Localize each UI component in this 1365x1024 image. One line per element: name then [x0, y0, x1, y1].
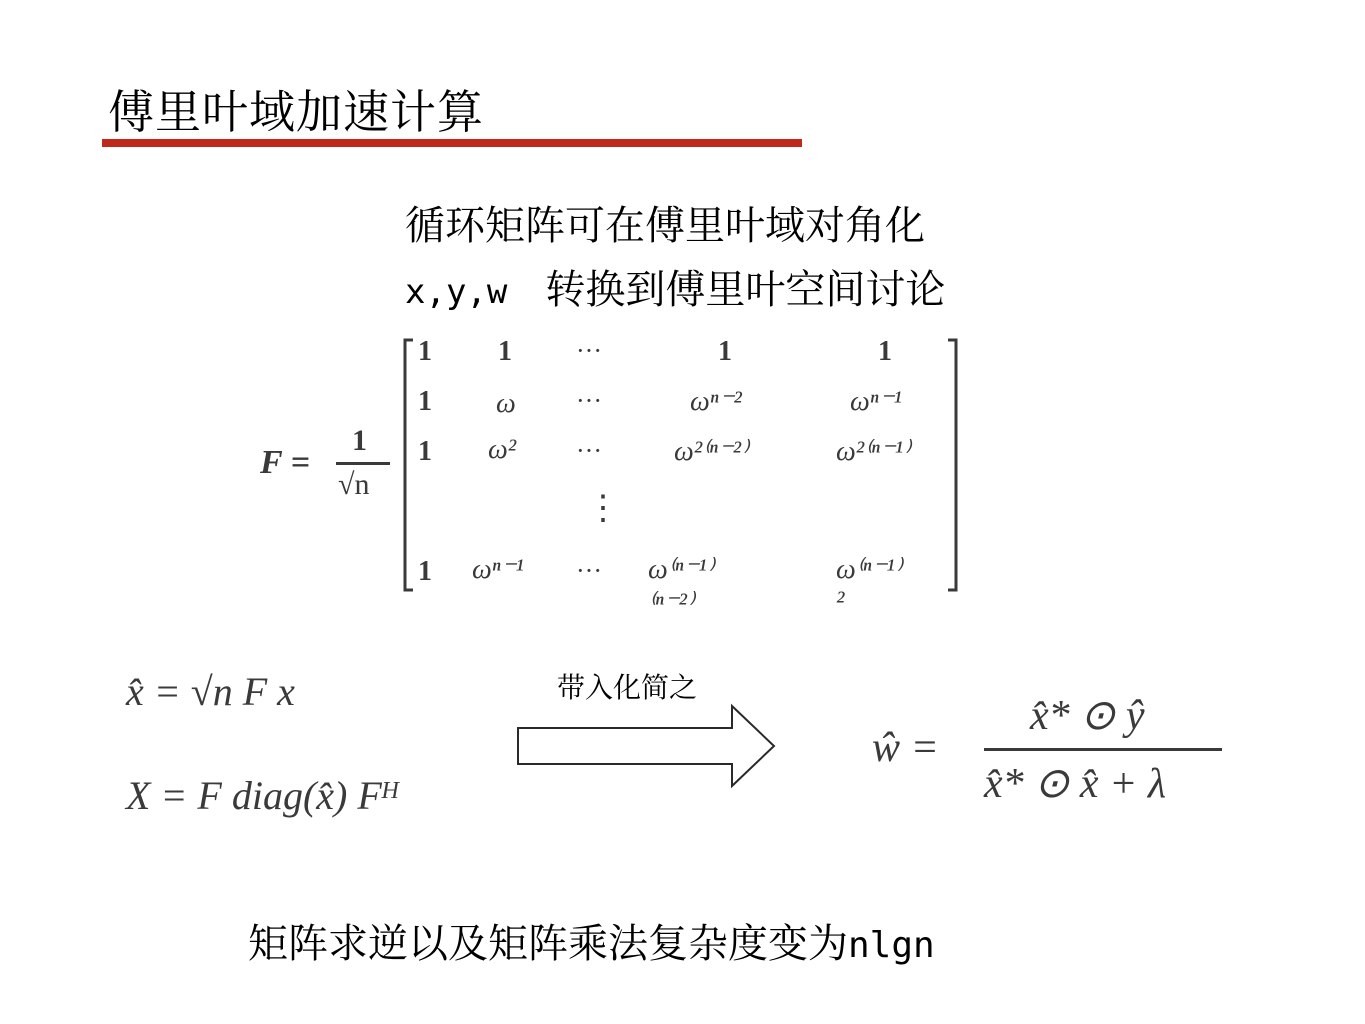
title-underline [102, 139, 802, 147]
matrix-cell: ··· [576, 556, 602, 585]
matrix-cell: ω²⁽ⁿ⁻¹⁾ [836, 436, 910, 467]
complexity-value: nlgn [848, 925, 935, 966]
dft-scale-denominator: √n [338, 468, 370, 501]
w-hat-fraction-bar [984, 748, 1222, 751]
matrix-right-bracket [948, 340, 956, 590]
matrix-cell: ··· [576, 336, 602, 365]
matrix-cell: ω [496, 388, 516, 419]
matrix-cell: 1 [418, 386, 432, 417]
matrix-left-bracket [405, 340, 413, 590]
w-hat-lhs: ŵ = [872, 725, 939, 771]
arrow-label: 带入化简之 [557, 671, 698, 704]
intro-line-2-variables: x,y,w [405, 272, 508, 312]
right-arrow-icon [514, 702, 780, 792]
matrix-cell: ωⁿ⁻¹ [472, 554, 524, 585]
slide-title: 傅里叶域加速计算 [108, 85, 484, 139]
matrix-cell: ⋮ [586, 490, 620, 527]
matrix-cell: ωⁿ⁻¹ [850, 386, 902, 417]
matrix-cell: ω⁽ⁿ⁻¹⁾² [836, 554, 902, 617]
dft-matrix-formula [250, 330, 970, 619]
matrix-cell: ωⁿ⁻² [690, 386, 742, 417]
intro-line-2-text: 转换到傅里叶空间讨论 [545, 267, 946, 313]
matrix-cell: ··· [576, 386, 602, 415]
intro-line-2 [405, 258, 945, 315]
matrix-cell: 1 [878, 336, 892, 367]
matrix-cell: ω² [488, 434, 517, 465]
matrix-cell: 1 [718, 336, 732, 367]
matrix-cell: ω²⁽ⁿ⁻²⁾ [674, 436, 748, 467]
w-hat-numerator: x̂* ⊙ ŷ [1030, 693, 1145, 739]
X-definition: X = F diag(x̂) Fᴴ [126, 773, 397, 818]
dft-scale-numerator: 1 [352, 424, 367, 457]
w-hat-denominator: x̂* ⊙ x̂ + λ [984, 761, 1167, 807]
matrix-cell: 1 [418, 436, 432, 467]
matrix-cell: ω⁽ⁿ⁻¹⁾⁽ⁿ⁻²⁾ [648, 554, 714, 619]
matrix-cell: 1 [418, 556, 432, 587]
intro-line-1: 循环矩阵可在傅里叶域对角化 [405, 203, 925, 249]
complexity-text: 矩阵求逆以及矩阵乘法复杂度变为 [248, 921, 848, 967]
matrix-cell: 1 [498, 336, 512, 367]
matrix-cell: ··· [576, 436, 602, 465]
dft-lhs: F = [260, 444, 310, 481]
complexity-statement [248, 912, 935, 969]
xhat-definition: x̂ = √n F x [126, 669, 295, 714]
matrix-cell: 1 [418, 336, 432, 367]
